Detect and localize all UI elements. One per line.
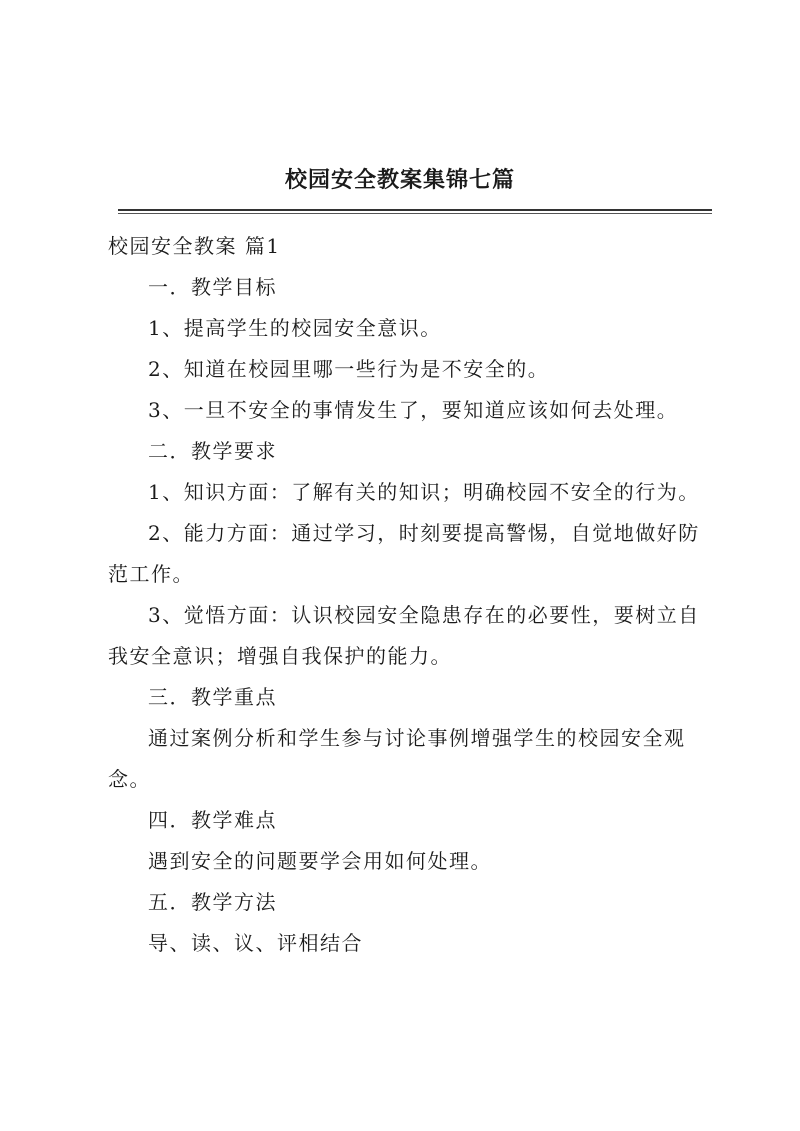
subheading-key-points: 三．教学重点 <box>148 685 277 709</box>
paragraph: 导、读、议、评相结合 <box>148 931 363 955</box>
paragraph: 遇到安全的问题要学会用如何处理。 <box>148 849 492 873</box>
subheading-methods: 五．教学方法 <box>148 890 277 914</box>
paragraph: 1、知识方面：了解有关的知识；明确校园不安全的行为。 <box>148 480 700 504</box>
paragraph: 2、能力方面：通过学习，时刻要提高警惕，自觉地做好防范工作。 <box>108 521 700 586</box>
document-title: 校园安全教案集锦七篇 <box>284 167 515 193</box>
document-body <box>108 226 702 964</box>
paragraph: 3、一旦不安全的事情发生了，要知道应该如何去处理。 <box>148 398 679 422</box>
subheading-requirements: 二．教学要求 <box>148 439 277 463</box>
paragraph: 2、知道在校园里哪一些行为是不安全的。 <box>148 357 550 381</box>
paragraph: 3、觉悟方面：认识校园安全隐患存在的必要性，要树立自我安全意识；增强自我保护的能力。 <box>108 603 700 668</box>
title-divider-secondary <box>118 213 712 214</box>
paragraph: 1、提高学生的校园安全意识。 <box>148 316 442 340</box>
subheading-objectives: 一．教学目标 <box>148 275 277 299</box>
paragraph: 通过案例分析和学生参与讨论事例增强学生的校园安全观念。 <box>108 726 686 791</box>
subheading-difficulties: 四．教学难点 <box>148 808 277 832</box>
title-divider <box>118 209 712 211</box>
section-heading: 校园安全教案 篇1 <box>108 234 281 258</box>
